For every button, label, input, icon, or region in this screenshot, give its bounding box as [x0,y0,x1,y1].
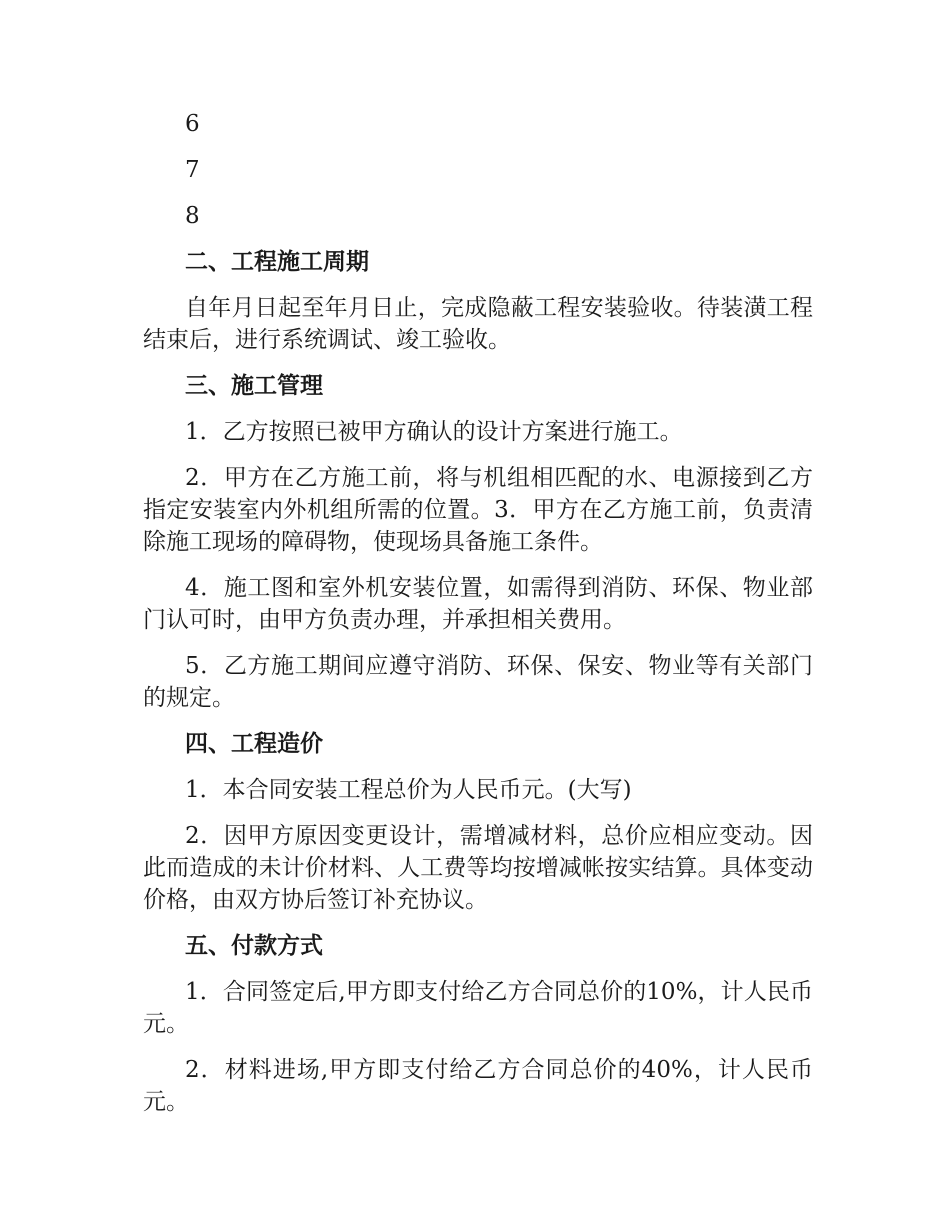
paragraph: 2．材料进场,甲方即支付给乙方合同总价的40%，计人民币元。 [143,1057,813,1115]
document-body [143,108,813,1132]
paragraph: 5．乙方施工期间应遵守消防、环保、保安、物业等有关部门的规定。 [143,653,813,711]
section-heading-cost: 四、工程造价 [185,731,323,757]
paragraph: 1．合同签定后,甲方即支付给乙方合同总价的10%，计人民币元。 [143,979,813,1037]
paragraph: 1．乙方按照已被甲方确认的设计方案进行施工。 [185,419,683,445]
paragraph: 自年月日起至年月日止，完成隐蔽工程安装验收。待装潢工程结束后，进行系统调试、竣工验收。 [143,295,813,353]
section-heading-payment: 五、付款方式 [185,933,323,959]
paragraph: 2．甲方在乙方施工前，将与机组相匹配的水、电源接到乙方指定安装室内外机组所需的位置。3．甲方在乙方施工前，负责清除施工现场的障碍物，使现场具备施工条件。 [143,465,813,555]
section-heading-management: 三、施工管理 [185,373,323,399]
section-heading-schedule: 二、工程施工周期 [185,249,369,275]
paragraph: 2．因甲方原因变更设计，需增减材料，总价应相应变动。因此而造成的未计价材料、人工费等均按增减帐按实结算。具体变动价格，由双方协后签订补充协议。 [143,823,813,913]
list-number: 8 [185,203,200,229]
list-number: 6 [185,111,200,137]
list-number: 7 [185,157,200,183]
paragraph: 1．本合同安装工程总价为人民币元。(大写) [185,777,632,803]
paragraph: 4．施工图和室外机安装位置，如需得到消防、环保、物业部门认可时，由甲方负责办理，并承担相关费用。 [143,575,813,633]
